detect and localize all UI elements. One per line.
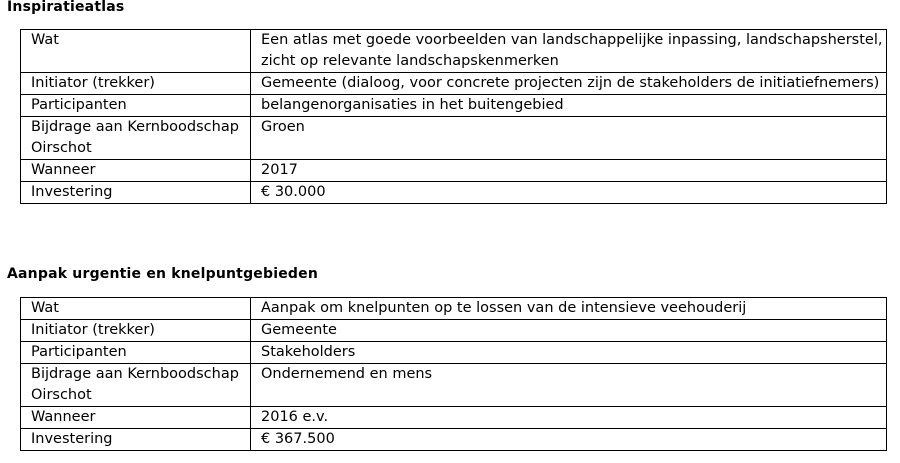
row-label: Participanten	[21, 95, 251, 117]
row-label: Wat	[21, 30, 251, 73]
table-row	[21, 429, 887, 451]
row-value: Ondernemend en mens	[251, 364, 887, 407]
row-label: Bijdrage aan Kernboodschap Oirschot	[21, 117, 251, 160]
table-row	[21, 95, 887, 117]
row-label: Bijdrage aan Kernboodschap Oirschot	[21, 364, 251, 407]
table-row	[21, 407, 887, 429]
row-value: Gemeente (dialoog, voor concrete projecten zijn de stakeholders de initiatiefnemers)	[251, 73, 887, 95]
row-label: Initiator (trekker)	[21, 320, 251, 342]
info-table	[20, 29, 887, 204]
table-row	[21, 364, 887, 407]
row-value: Een atlas met goede voorbeelden van landschappelijke inpassing, landschapsherstel, zicht op relevante landschapskenmerken	[251, 30, 887, 73]
info-table	[20, 297, 887, 451]
table-row	[21, 298, 887, 320]
row-value: Gemeente	[251, 320, 887, 342]
row-label: Investering	[21, 429, 251, 451]
row-value: Aanpak om knelpunten op te lossen van de intensieve veehouderij	[251, 298, 887, 320]
table-row	[21, 117, 887, 160]
section-title: Aanpak urgentie en knelpuntgebieden	[7, 266, 318, 282]
table-row	[21, 160, 887, 182]
row-value: € 367.500	[251, 429, 887, 451]
row-label: Participanten	[21, 342, 251, 364]
table-row	[21, 342, 887, 364]
row-value: 2017	[251, 160, 887, 182]
row-label: Investering	[21, 182, 251, 204]
row-label: Initiator (trekker)	[21, 73, 251, 95]
row-value: Stakeholders	[251, 342, 887, 364]
row-value: belangenorganisaties in het buitengebied	[251, 95, 887, 117]
table-row	[21, 182, 887, 204]
row-label: Wanneer	[21, 160, 251, 182]
row-label: Wanneer	[21, 407, 251, 429]
row-value: Groen	[251, 117, 887, 160]
section-title: Inspiratieatlas	[7, 0, 125, 15]
table-row	[21, 73, 887, 95]
row-value: € 30.000	[251, 182, 887, 204]
row-value: 2016 e.v.	[251, 407, 887, 429]
table-row	[21, 320, 887, 342]
table-row	[21, 30, 887, 73]
row-label: Wat	[21, 298, 251, 320]
